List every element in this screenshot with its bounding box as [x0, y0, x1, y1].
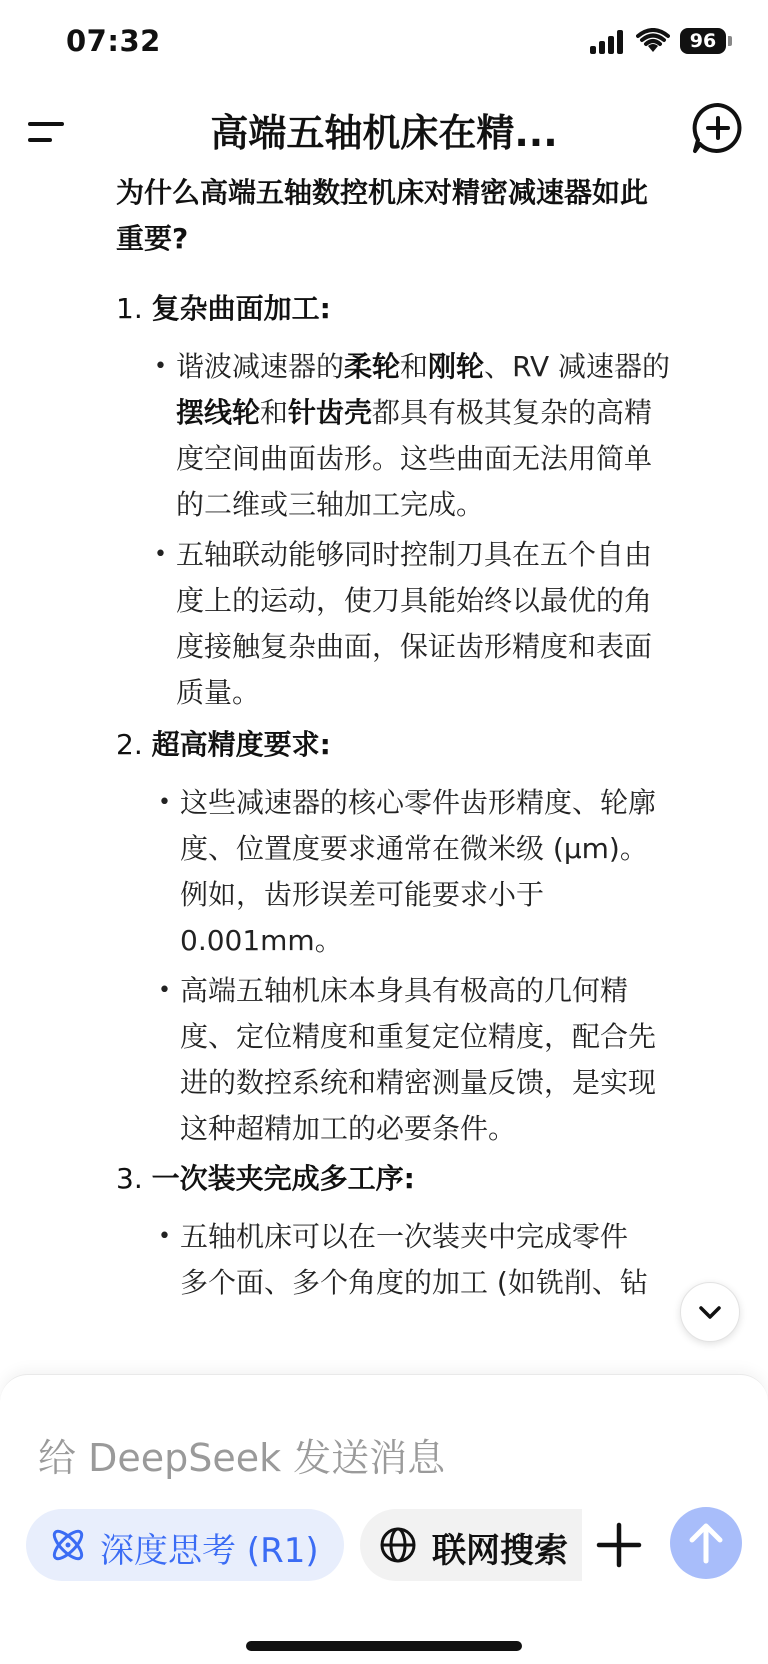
- battery-tip: [728, 36, 732, 46]
- web-search-label: 联网搜索: [432, 1531, 568, 1571]
- list-item: • 这些减速器的核心零件齿形精度、轮廓 度、位置度要求通常在微米级 (µm)。 例如，齿形误差可能要求小于 0.001mm。: [158, 786, 657, 957]
- battery-icon: 96: [680, 28, 726, 54]
- attach-plus-icon[interactable]: [592, 1509, 646, 1581]
- new-chat-icon[interactable]: [690, 100, 746, 156]
- question-heading: 为什么高端五轴数控机床对精密减速器如此 重要?: [116, 176, 649, 255]
- chevron-down-icon: [681, 1283, 739, 1341]
- list-item: • 谐波减速器的柔轮和刚轮、RV 减速器的 摆线轮和针齿壳都具有极其复杂的高精 度空间曲面齿形。这些曲面无法用简单 的二维或三轴加工完成。: [154, 350, 671, 521]
- globe-icon: [378, 1525, 418, 1565]
- arrow-up-icon: [670, 1507, 742, 1579]
- chat-header: [0, 92, 768, 172]
- cellular-signal-icon: [590, 30, 626, 54]
- home-indicator: [246, 1641, 522, 1651]
- section-heading: 1. 复杂曲面加工:: [116, 292, 331, 325]
- atom-icon: [46, 1523, 90, 1567]
- deep-think-label: 深度思考 (R1): [100, 1531, 319, 1571]
- scroll-to-bottom-button[interactable]: [680, 1282, 740, 1342]
- list-item: • 五轴联动能够同时控制刀具在五个自由 度上的运动，使刀具能始终以最优的角 度接触复杂曲面，保证齿形精度和表面 质量。: [154, 538, 653, 709]
- menu-icon[interactable]: [24, 112, 68, 152]
- send-button[interactable]: [670, 1507, 742, 1579]
- section-heading: 2. 超高精度要求:: [116, 728, 331, 761]
- message-input[interactable]: 给 DeepSeek 发送消息: [38, 1436, 446, 1480]
- message-composer: [0, 1374, 768, 1664]
- list-item: • 五轴机床可以在一次装夹中完成零件 多个面、多个角度的加工 (如铣削、钻: [158, 1220, 648, 1299]
- message-content: [0, 170, 768, 1375]
- deep-think-button[interactable]: [26, 1509, 344, 1581]
- section-heading: 3. 一次装夹完成多工序:: [116, 1162, 415, 1195]
- status-time: 07:32: [66, 24, 161, 58]
- status-bar: [0, 0, 768, 84]
- chat-title: 高端五轴机床在精...: [210, 111, 558, 155]
- web-search-button[interactable]: [360, 1509, 582, 1581]
- list-item: • 高端五轴机床本身具有极高的几何精 度、定位精度和重复定位精度，配合先 进的数控系统和精密测量反馈，是实现 这种超精加工的必要条件。: [158, 974, 657, 1145]
- wifi-icon: [636, 28, 670, 54]
